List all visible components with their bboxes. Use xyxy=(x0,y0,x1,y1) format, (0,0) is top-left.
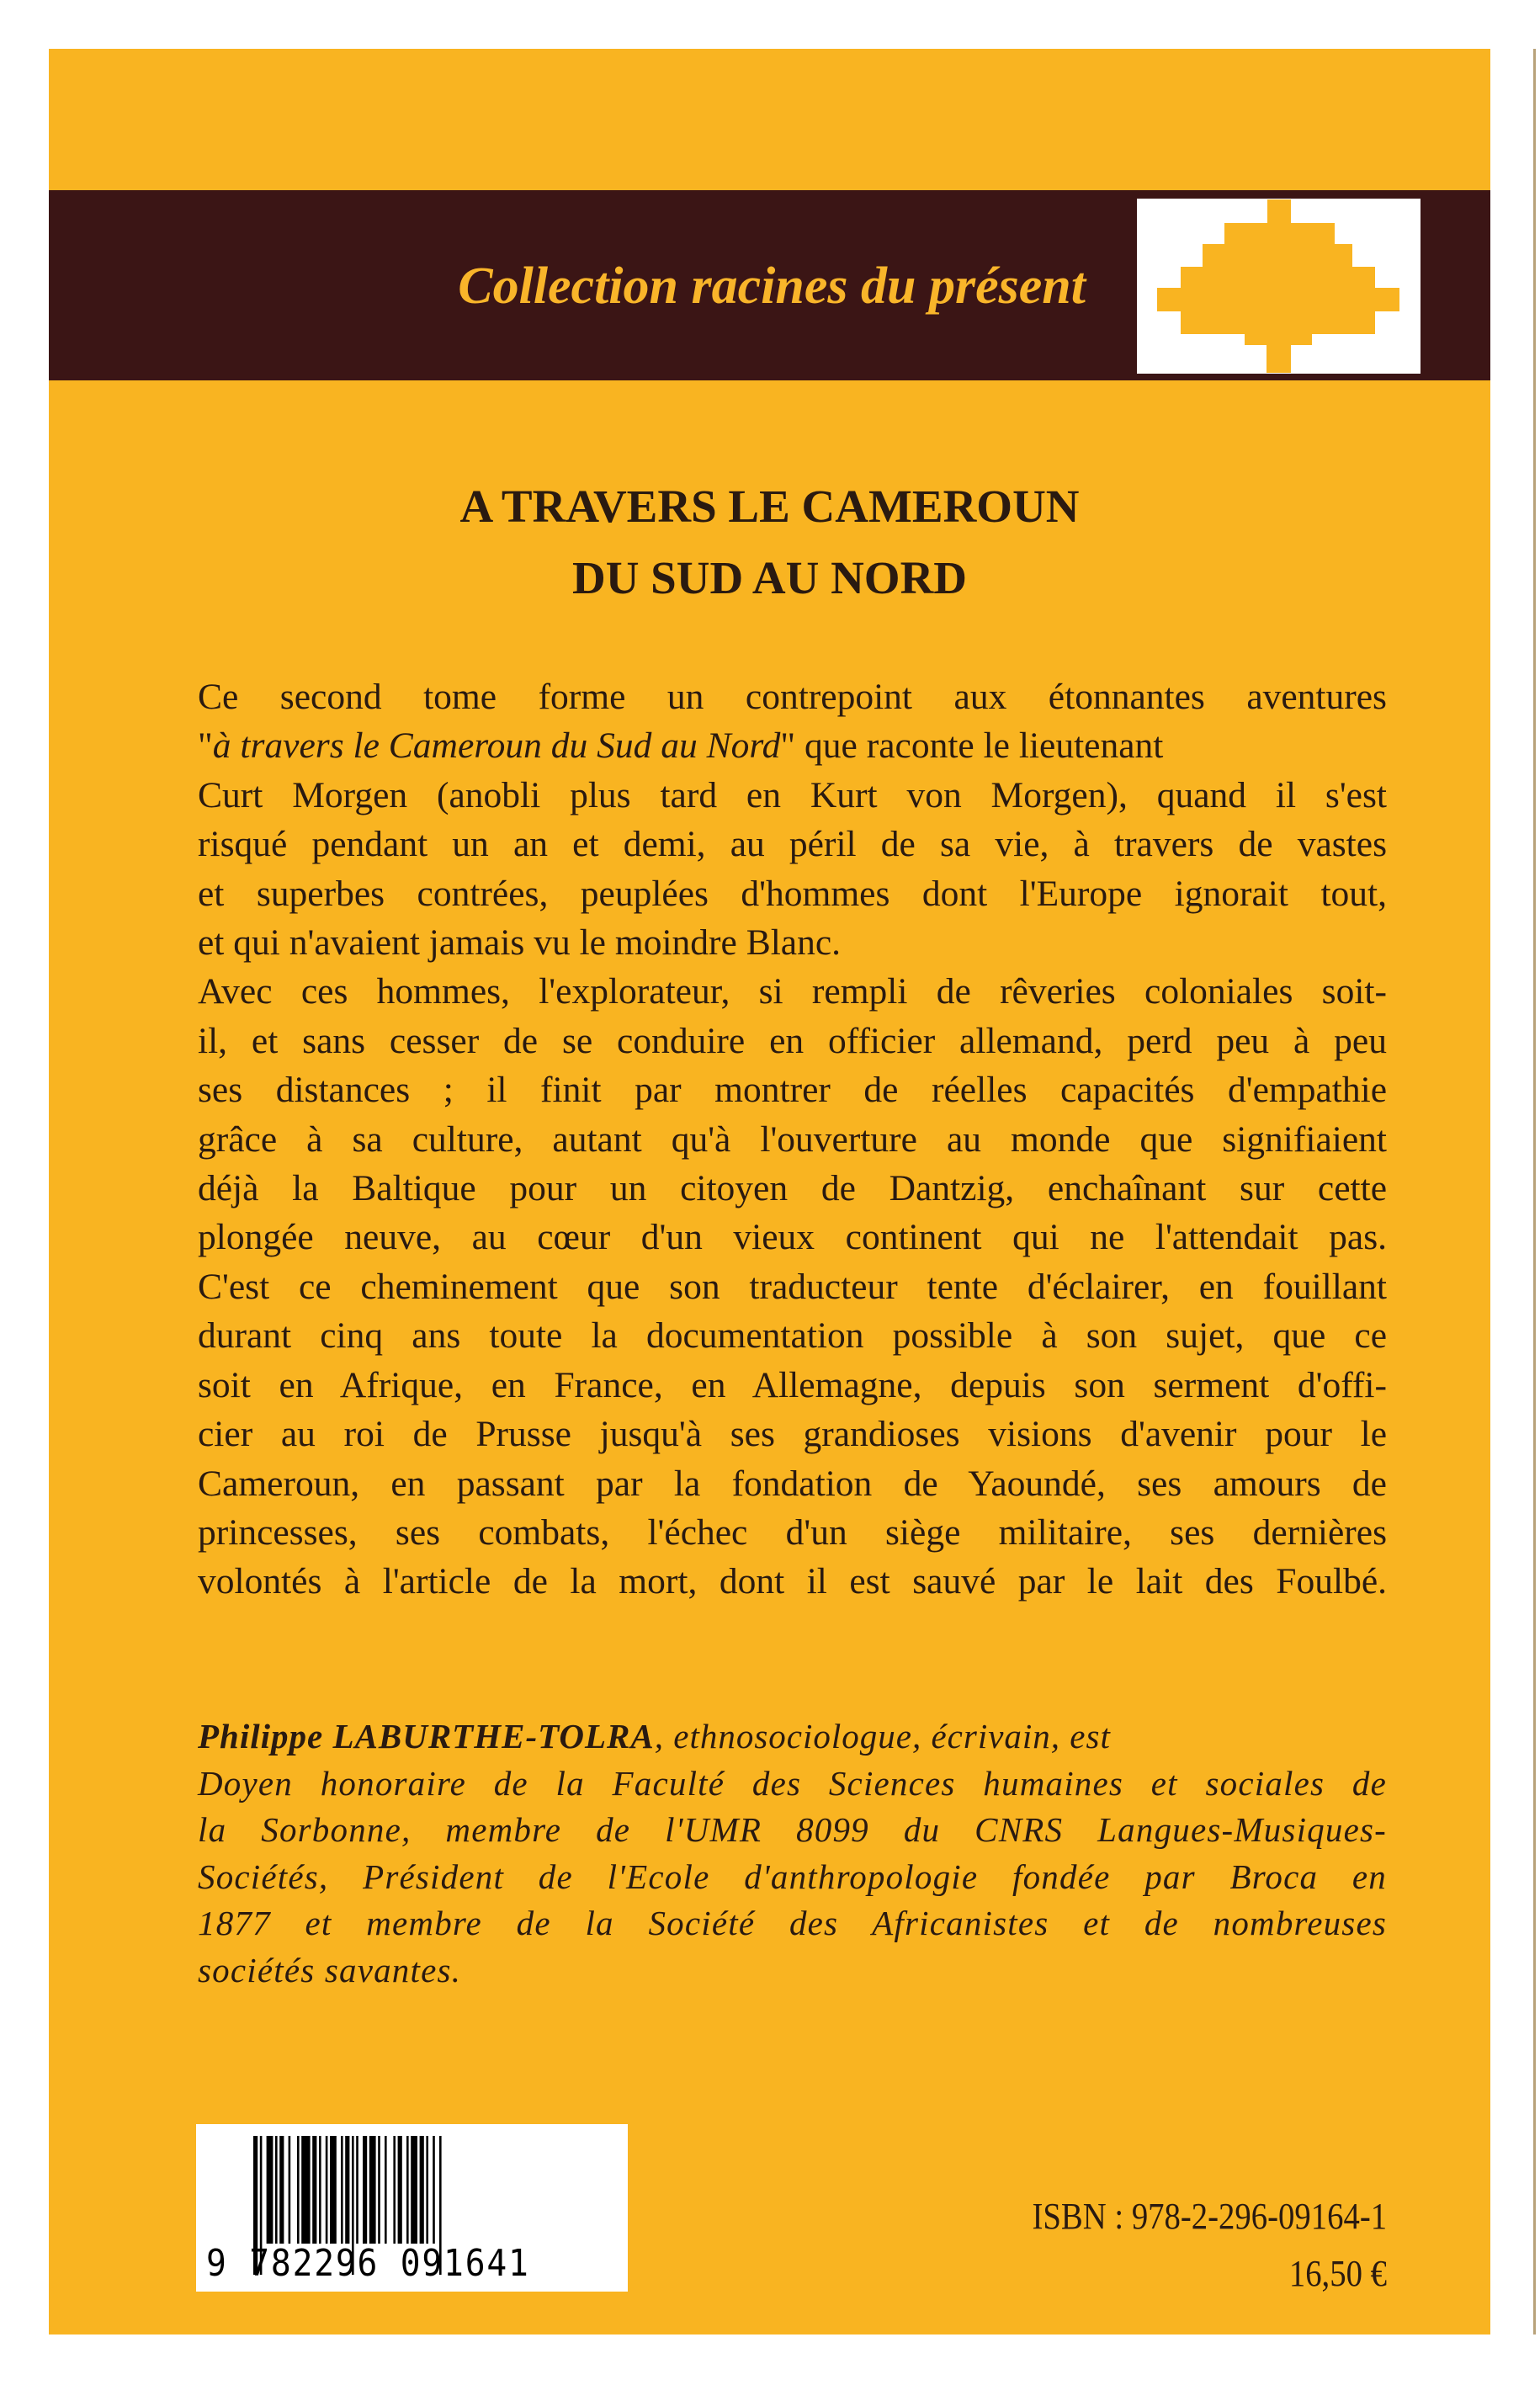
author-line: la Sorbonne, membre de l'UMR 8099 du CNRS Langues-Musiques- xyxy=(198,1810,1387,1850)
barcode-bar xyxy=(363,2136,367,2244)
blurb-line: durant cinq ans toute la documentation possible à son sujet, que ce xyxy=(198,1315,1387,1357)
barcode-bar xyxy=(275,2136,278,2244)
blurb-line: Avec ces hommes, l'explorateur, si rempli de rêveries coloniales soit- xyxy=(198,971,1387,1012)
blurb-line: soit en Afrique, en France, en Allemagne, depuis son serment d'offi- xyxy=(198,1364,1387,1405)
barcode-bar xyxy=(406,2136,409,2244)
isbn: ISBN : 978-2-296-09164-1 xyxy=(1032,2196,1387,2237)
blurb-line: risqué pendant un an et demi, au péril de sa vie, à travers de vastes xyxy=(198,824,1387,865)
barcode-bar xyxy=(341,2136,343,2244)
book-title-line-1: A TRAVERS LE CAMEROUN xyxy=(459,481,1080,532)
blurb-line: plongée neuve, au cœur d'un vieux continent qui ne l'attendait pas. xyxy=(198,1217,1387,1258)
blurb-line: C'est ce cheminement que son traducteur tente d'éclairer, en fouillant xyxy=(198,1266,1387,1307)
blurb-line: il, et sans cesser de se conduire en officier allemand, perd peu à peu xyxy=(198,1020,1387,1061)
barcode-bar xyxy=(356,2136,358,2244)
author-name: Philippe LABURTHE-TOLRA xyxy=(198,1717,655,1756)
blurb-line: et superbes contrées, peuplées d'hommes dont l'Europe ignorait tout, xyxy=(198,873,1387,914)
quoted-book-title: à travers le Cameroun du Sud au Nord xyxy=(212,725,781,767)
barcode-bar xyxy=(385,2136,387,2244)
barcode-bar xyxy=(426,2136,428,2244)
barcode-bar xyxy=(279,2136,284,2244)
author-line: 1877 et membre de la Société des Africanistes et de nombreuses xyxy=(198,1904,1387,1943)
blurb-line: et qui n'avaient jamais vu le moindre Blanc. xyxy=(198,922,842,964)
quote-open: " xyxy=(198,725,213,767)
barcode-bar xyxy=(301,2136,310,2244)
blurb-line: ses distances ; il finit par montrer de réelles capacités d'empathie xyxy=(198,1070,1387,1111)
series-label: Collection racines du présent xyxy=(458,258,1086,315)
barcode-bar xyxy=(411,2136,417,2244)
barcode-bar xyxy=(319,2136,321,2244)
author-line xyxy=(198,1713,1387,1761)
blurb-line xyxy=(198,721,1387,770)
barcode xyxy=(196,2124,628,2292)
blurb-line: volontés à l'article de la mort, dont il est sauvé par le lait des Foulbé. xyxy=(198,1561,1387,1602)
barcode-bar xyxy=(326,2136,328,2244)
barcode-bar xyxy=(289,2136,291,2244)
blurb-line: déjà la Baltique pour un citoyen de Dantzig, enchaînant sur cette xyxy=(198,1168,1387,1209)
stepped-tree-icon xyxy=(1137,199,1421,374)
barcode-bar xyxy=(330,2136,337,2244)
barcode-bar xyxy=(378,2136,380,2244)
blurb-line: princesses, ses combats, l'échec d'un siège militaire, ses dernières xyxy=(198,1511,1387,1553)
blurb-line: Ce second tome forme un contrepoint aux étonnantes aventures xyxy=(198,677,1387,717)
barcode-bar xyxy=(393,2136,396,2244)
blurb xyxy=(198,672,1387,1607)
blurb-line: Cameroun, en passant par la fondation de Yaoundé, ses amours de xyxy=(198,1463,1387,1504)
book-title-line-2: DU SUD AU NORD xyxy=(571,552,968,603)
page-edge-line xyxy=(1533,49,1536,2335)
barcode-digits: 9 782296 091641 xyxy=(206,2242,530,2285)
barcode-bar xyxy=(267,2136,273,2244)
barcode-bar xyxy=(297,2136,300,2244)
barcode-bar xyxy=(420,2136,424,2244)
author-text: , ethnosociologue, écrivain, est xyxy=(654,1717,1111,1756)
price: 16,50 € xyxy=(1288,2253,1387,2294)
blurb-line: cier au roi de Prusse jusqu'à ses grandioses visions d'avenir pour le xyxy=(198,1414,1387,1455)
author-line: sociétés savantes. xyxy=(198,1950,462,1989)
author-line: Doyen honoraire de la Faculté des Sciences humaines et sociales de xyxy=(198,1763,1387,1803)
barcode-bar xyxy=(312,2136,316,2244)
barcode-bar xyxy=(433,2136,435,2244)
blurb-line: Curt Morgen (anobli plus tard en Kurt von Morgen), quand il s'est xyxy=(198,774,1387,815)
author-bio xyxy=(198,1713,1387,1995)
blurb-line: grâce à sa culture, autant qu'à l'ouverture au monde que signifiaient xyxy=(198,1118,1387,1160)
barcode-bar xyxy=(398,2136,402,2244)
blurb-text: " que raconte le lieutenant xyxy=(780,725,1164,767)
author-line: Sociétés, Président de l'Ecole d'anthropologie fondée par Broca en xyxy=(198,1856,1387,1896)
barcode-bar xyxy=(369,2136,376,2244)
barcode-bar xyxy=(345,2136,349,2244)
